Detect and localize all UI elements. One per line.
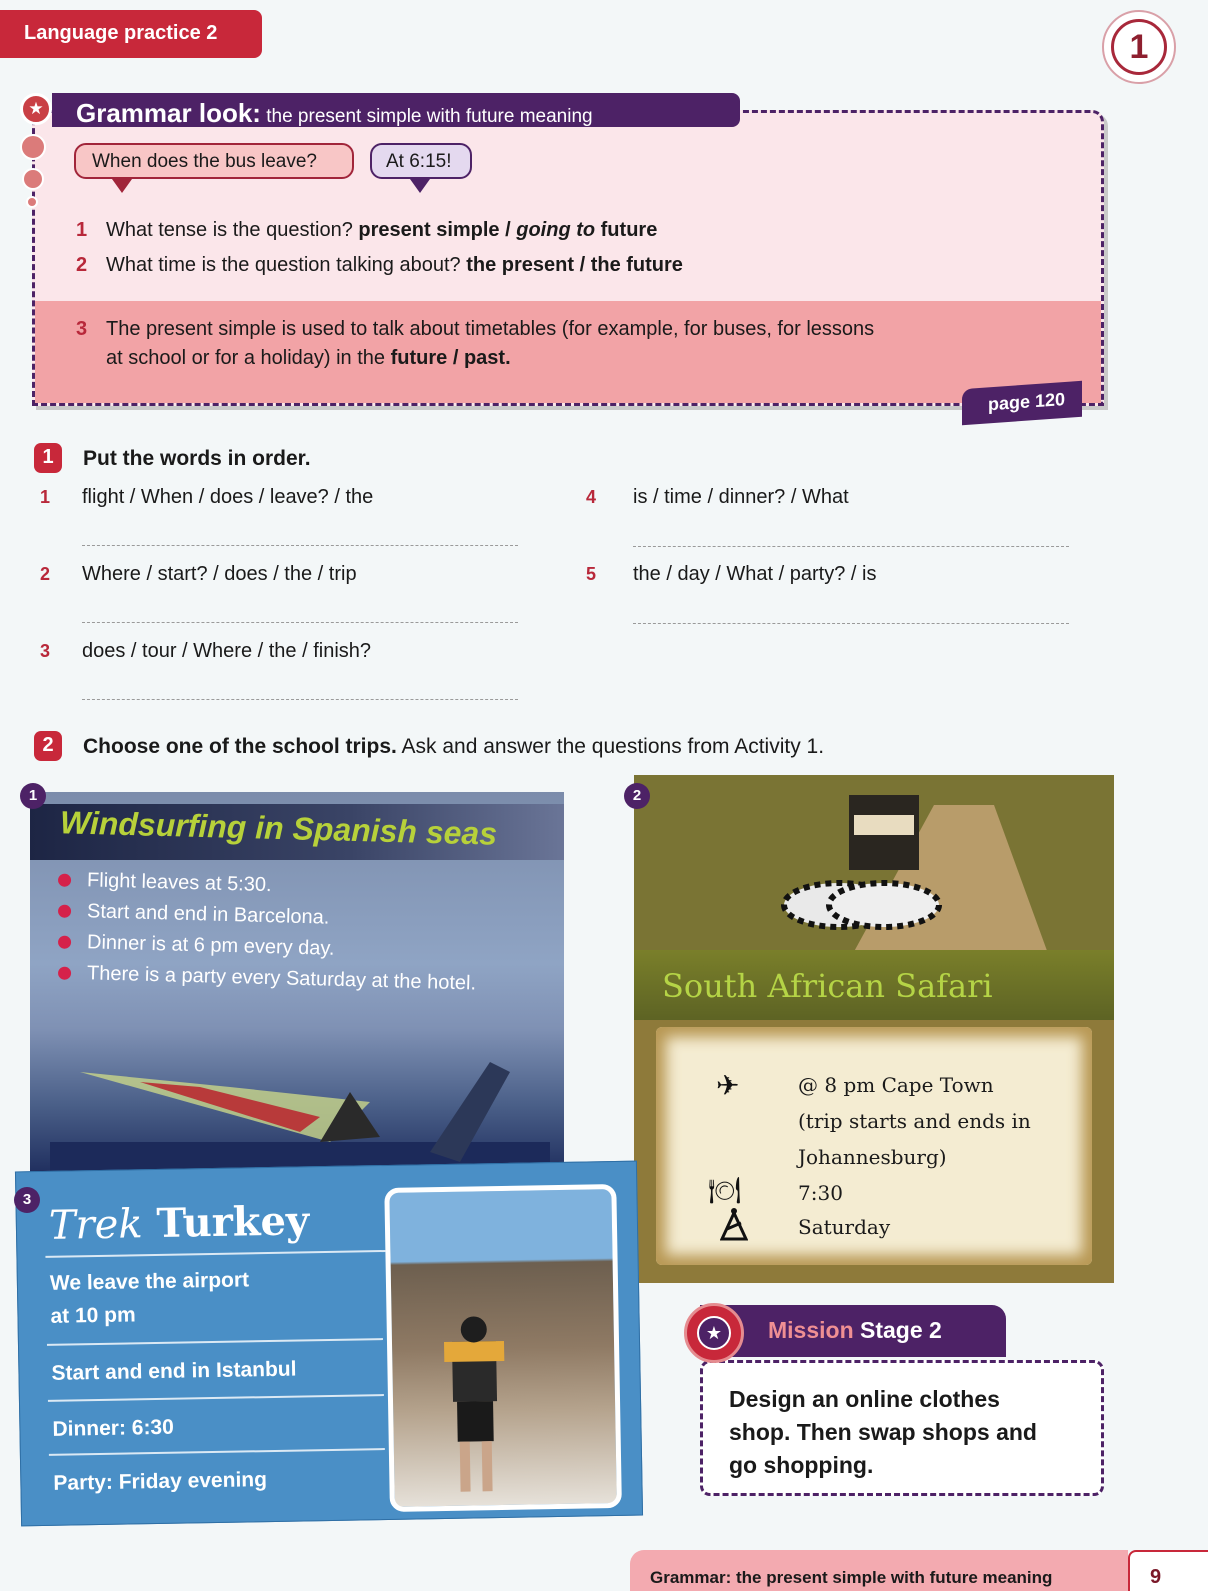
answer-line[interactable] [633,623,1069,624]
bullet-icon [58,905,71,918]
item-number: 2 [40,564,51,584]
trip-detail: Dinner: 6:30 [52,1415,175,1441]
trip-detail: We leave the airport [49,1268,250,1295]
trip-detail: at 10 pm [50,1303,136,1328]
footer-topic: Grammar: the present simple with future meaning [630,1550,1128,1591]
trip-detail: Dinner is at 6 pm every day. [58,931,477,965]
airplane-icon: ✈ [716,1070,740,1101]
decorative-dot [20,134,46,160]
option[interactable]: future / past [390,347,506,369]
trip-detail: There is a party every Saturday at the hotel. [58,962,477,996]
scrambled-sentence: does / tour / Where / the / finish? [82,640,372,662]
scrambled-sentence: Where / start? / does / the / trip [82,563,357,585]
answer-line[interactable] [82,699,518,700]
trip-card-safari[interactable] [634,775,1114,1283]
zebra-safari-photo [634,775,1114,970]
trip-card-windsurfing[interactable] [30,792,564,1174]
grammar-rule-line-1: 3 The present simple is used to talk about timetables (for example, for buses, for lessons [76,318,875,340]
answer-line[interactable] [82,622,518,623]
option[interactable]: the present [466,254,575,276]
trip-title: Windsurfing in Spanish seas [59,804,498,852]
party-hat-icon [720,1207,748,1241]
scrambled-sentence: is / time / dinner? / What [633,486,849,508]
item-number: 3 [40,641,51,661]
mission-task: Design an online clothes shop. Then swap shops and go shopping. [700,1360,1104,1496]
activity-number-1: 1 [34,443,62,473]
trip-badge-2: 2 [624,783,650,809]
trip-title: Trek Turkey [48,1197,310,1249]
trip-detail: Flight leaves at 5:30. [58,869,477,903]
option[interactable]: present simple [358,219,500,241]
speech-bubble-answer: At 6:15! [370,143,472,179]
activity-2-instruction: Choose one of the school trips. Ask and answer the questions from Activity 1. [83,735,825,758]
trip-detail: Start and end in Barcelona. [58,900,477,934]
item-number: 4 [586,487,597,507]
unit-badge [1102,10,1176,84]
divider [49,1448,385,1456]
item-number: 5 [586,564,597,584]
trip-badge-1: 1 [20,783,46,809]
divider [47,1338,383,1346]
grammar-look-title [52,93,740,127]
grammar-question-2: 2 What time is the question talking about? the present / the future [76,254,683,276]
scrambled-sentence: flight / When / does / leave? / the [82,486,374,508]
grammar-question-1: 1 What tense is the question? present simple / going to future [76,219,658,241]
bubble-tail [112,179,132,193]
unit-number: 1 [1111,19,1167,75]
scrambled-sentence: the / day / What / party? / is [633,563,877,585]
grammar-title-topic: the present simple with future meaning [266,106,593,127]
bullet-icon [58,874,71,887]
bubble-tail [410,179,430,193]
activity-number-2: 2 [34,731,62,761]
bullet-icon [58,967,71,980]
windsurfer-photo [50,1032,550,1172]
trip-badge-3: 3 [14,1187,40,1213]
speech-bubble-question: When does the bus leave? [74,143,354,179]
mission-header: Mission Stage 2 [700,1305,1006,1357]
trip-title: South African Safari [662,967,993,1005]
divider [48,1394,384,1402]
answer-line[interactable] [82,545,518,546]
trip-card-turkey[interactable] [15,1161,643,1527]
activity-1-instruction: Put the words in order. [83,447,311,470]
decorative-dot [22,168,44,190]
trip-detail: Party: Friday evening [53,1468,268,1495]
grammar-rule-line-2: at school or for a holiday) in the future / past. [106,347,511,369]
dinner-plate-icon: 🍽 [708,1175,742,1205]
decorative-dot [26,196,38,208]
answer-line[interactable] [633,546,1069,547]
option[interactable]: going to [516,219,596,241]
trip-details [58,869,477,998]
hiker-photo [384,1184,622,1512]
option[interactable]: the future [590,254,683,276]
divider [45,1250,385,1258]
bullet-icon [58,936,71,949]
section-tab: Language practice 2 [0,10,262,58]
page-reference-link[interactable]: page 120 [962,381,1082,425]
trip-detail: Start and end in Istanbul [51,1357,297,1385]
grammar-title-bold: Grammar look: [76,98,261,128]
safari-info-panel: ✈ @ 8 pm Cape Town (trip starts and ends in Johannesburg) 🍽 7:30 Saturday [656,1027,1092,1265]
page-number: 9 [1128,1550,1208,1591]
item-number: 1 [40,487,51,507]
star-icon: ★ [20,93,52,125]
mission-star-icon: ★ [684,1303,744,1363]
